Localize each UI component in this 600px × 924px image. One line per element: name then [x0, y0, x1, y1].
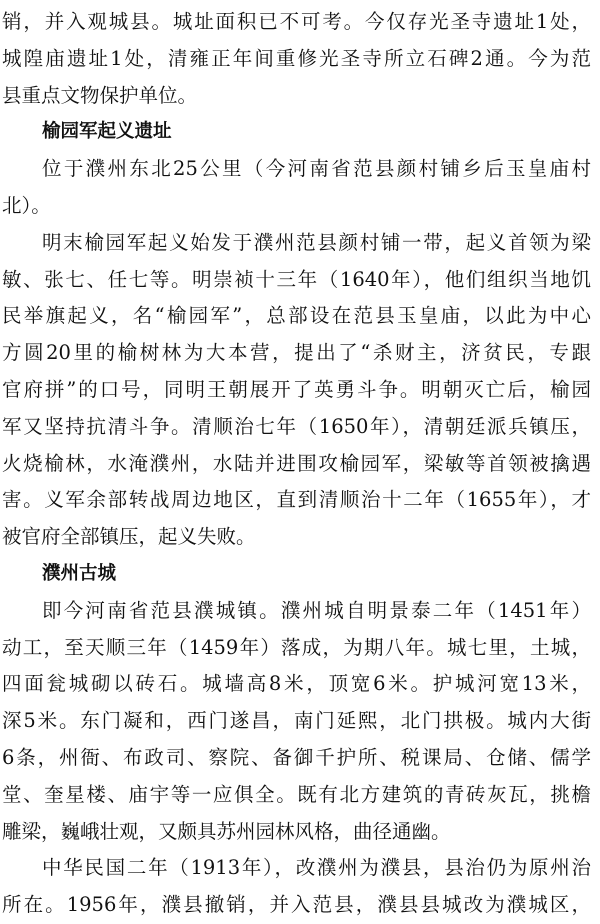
section-heading: 濮州古城 — [42, 562, 117, 584]
text-line: 位于濮州东北25公里（今河南省范县颜村铺乡后玉皇庙村 — [42, 157, 591, 181]
text-line: 动工，至天顺三年（1459年）落成，为期八年。城七里，土城， — [2, 635, 591, 659]
text-line: 方圆20里的榆树林为大本营，提出了“杀财主，济贫民，专跟 — [2, 341, 591, 365]
text-line: 堂、奎星楼、庙宇等一应俱全。既有北方建筑的青砖灰瓦，挑檐 — [2, 782, 591, 806]
text-line: 军又坚持抗清斗争。清顺治七年（1650年），清朝廷派兵镇压， — [2, 414, 591, 438]
text-line: 四面瓮城砌以砖石。城墙高8米，顶宽6米。护城河宽13米， — [2, 672, 591, 696]
section-heading: 榆园军起义遗址 — [42, 121, 172, 143]
text-line: 被官府全部镇压，起义失败。 — [2, 525, 256, 549]
text-line: 火烧榆林，水淹濮州，水陆并进围攻榆园军，梁敏等首领被擒遇 — [2, 451, 591, 475]
text-line: 所在。1956年，濮县撤销，并入范县，濮县县城改为濮城区， — [2, 893, 591, 917]
text-line: 雕梁，巍峨壮观，又颇具苏州园林风格，曲径通幽。 — [2, 819, 451, 843]
text-line: 城隍庙遗址1处，清雍正年间重修光圣寺所立石碑2通。今为范 — [2, 46, 591, 70]
text-line: 6条，州衙、布政司、察院、备御千护所、税课局、仓储、儒学 — [2, 745, 591, 769]
text-line: 害。义军余部转战周边地区，直到清顺治十二年（1655年），才 — [2, 488, 591, 512]
text-line: 县重点文物保护单位。 — [2, 83, 198, 107]
text-line: 销，并入观城县。城址面积已不可考。今仅存光圣寺遗址1处， — [2, 10, 591, 33]
text-line: 中华民国二年（1913年），改濮州为濮县，县治仍为原州治 — [42, 856, 591, 880]
text-line: 深5米。东门凝和，西门遂昌，南门延熙，北门拱极。城内大街 — [2, 709, 591, 733]
text-line: 官府拼”的口号，同明王朝展开了英勇斗争。明朝灭亡后，榆园 — [2, 377, 591, 401]
text-line: 敏、张七、任七等。明崇祯十三年（1640年），他们组织当地饥 — [2, 267, 591, 291]
text-line: 明末榆园军起义始发于濮州范县颜村铺一带，起义首领为梁 — [42, 230, 591, 254]
text-line: 民举旗起义，名“榆园军”，总部设在范县玉皇庙，以此为中心 — [2, 304, 591, 328]
text-line: 即今河南省范县濮城镇。濮州城自明景泰二年（1451年） — [42, 598, 591, 622]
text-line: 北）。 — [2, 193, 51, 217]
